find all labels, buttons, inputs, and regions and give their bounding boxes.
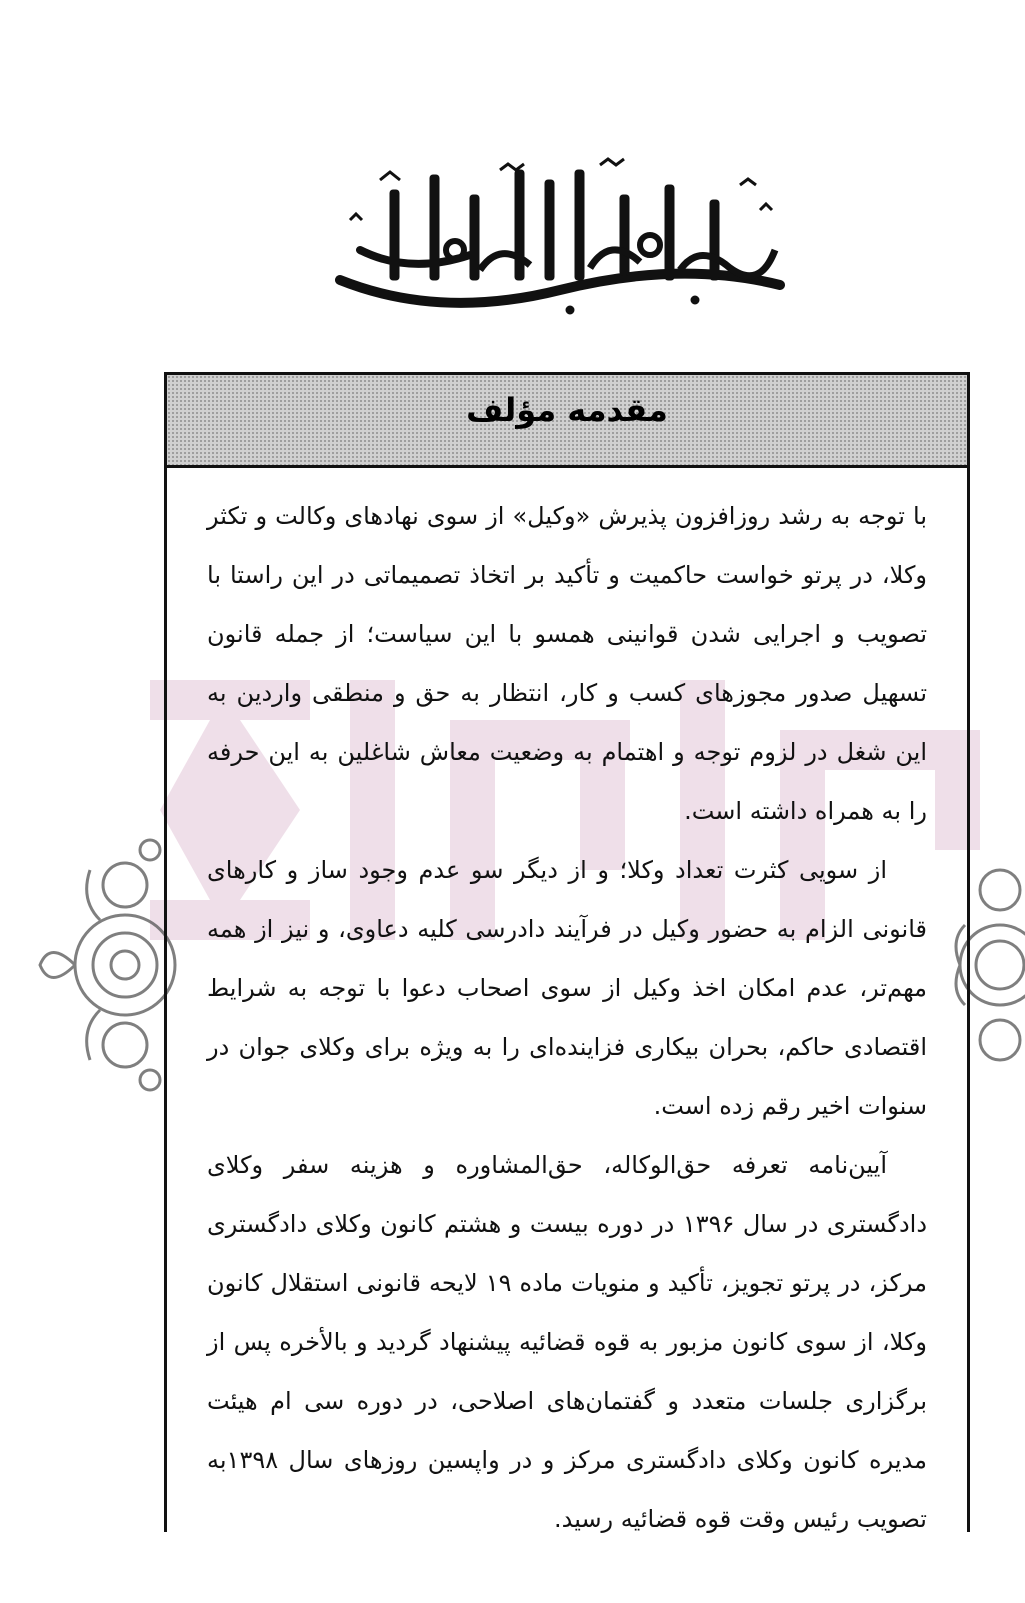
content-frame bbox=[164, 372, 970, 1532]
paragraph-3: آیین‌نامه تعرفه حق‌الوکاله، حق‌المشاوره و هزینه سفر وکلای دادگستری در سال ۱۳۹۶ در دوره بیست و هشتم کانون وکلای دادگستری مرکز، در پرتو تجویز، تأکید و منویات ماده ۱۹ لایحه قانونی استقلال کانون وکلا، از سوی کانون مزبور به قوه قضائیه پیشنهاد گردید و بالأخره پس از برگزاری جلسات متعدد و گفتمان‌های اصلاحی، در دوره سی ام هیئت مدیره کانون وکلای دادگستری مرکز و در واپسین روزهای سال ۱۳۹۸به تصویب رئیس وقت قوه قضائیه رسید. bbox=[207, 1151, 928, 1533]
page-title: مقدمه مؤلف bbox=[466, 391, 668, 429]
floral-ornament-left bbox=[30, 830, 180, 1100]
title-band bbox=[167, 375, 967, 468]
paragraph-2: از سویی کثرت تعداد وکلا؛ و از دیگر سو عدم وجود ساز و کارهای قانونی الزام به حضور وکیل در فرآیند دادرسی کلیه دعاوی، و نیز از همه مهم‌تر، عدم امکان اخذ وکیل از سوی اصحاب دعوا با توجه به شرایط اقتصادی حاکم، بحران بیکاری فزاینده‌ای را به ویژه برای وکلای جوان در سنوات اخیر رقم زده است. bbox=[207, 856, 927, 1120]
paragraph-1: با توجه به رشد روزافزون پذیرش «وکیل» از سوی نهادهای وکالت و تکثر وکلا، در پرتو خواست حاکمیت و تأکید بر اتخاذ تصمیماتی در این راستا با تصویب و اجرایی شدن قوانینی همسو با این سیاست؛ از جمله قانون تسهیل صدور مجوزهای کسب و کار، انتظار به حق و منطقی واردین به این شغل در لزوم توجه و اهتمام به وضعیت معاش شاغلین به این حرفه را به همراه داشته است. bbox=[207, 502, 927, 825]
calligraphy-emblem bbox=[320, 150, 800, 320]
body-text bbox=[207, 487, 927, 1549]
